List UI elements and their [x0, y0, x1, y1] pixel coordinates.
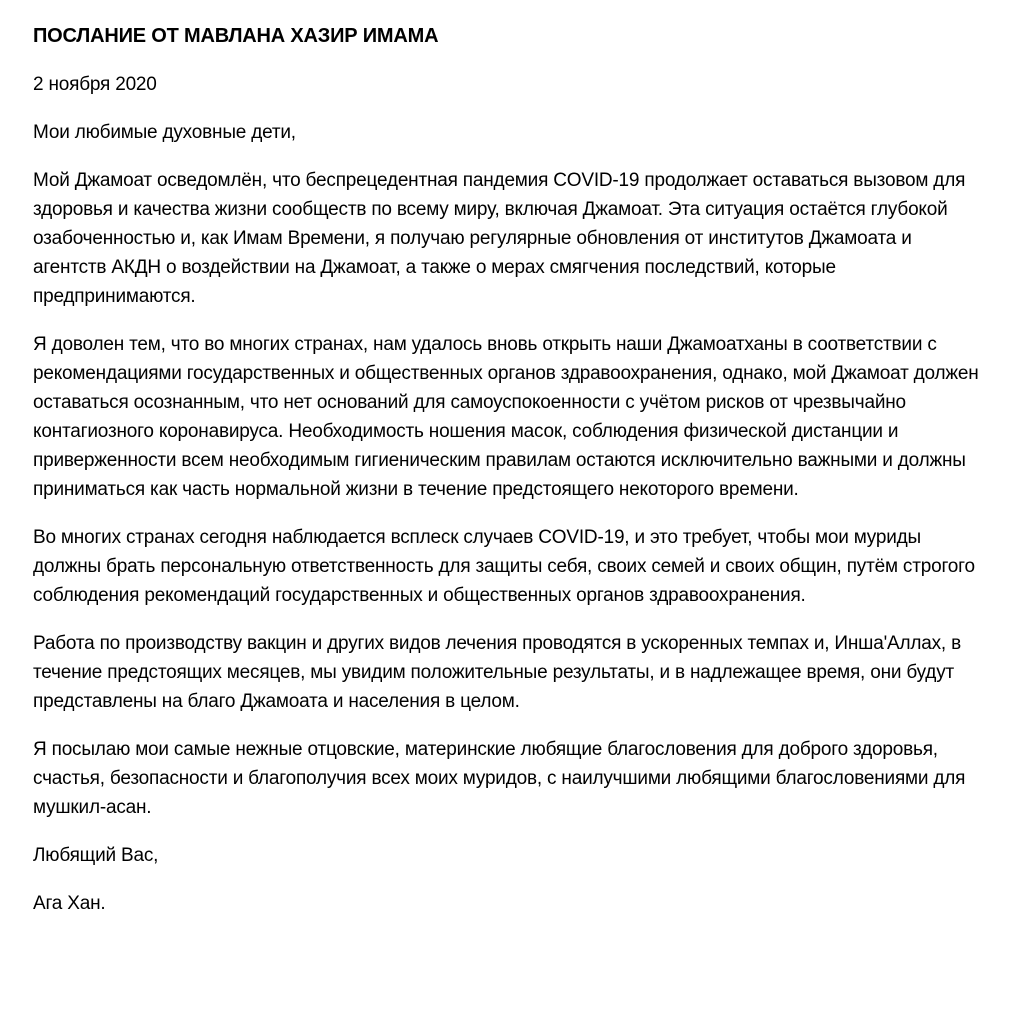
letter-title: ПОСЛАНИЕ ОТ МАВЛАНА ХАЗИР ИМАМА [33, 25, 439, 47]
letter-signature: Ага Хан. [33, 893, 106, 914]
letter-paragraph-2: Я доволен тем, что во многих странах, нам удалось вновь открыть наши Джамоатханы в соответствии с рекомендациями государственных и общественных органов здравоохранения, однако, мой Джамоат должен оставаться осознанным, что нет оснований для самоуспокоенности с учётом рисков от чрезвычайно контагиозного коронавируса. Необходимость ношения масок, соблюдения физической дистанции и приверженности всем необходимым гигиеническим правилам остаются исключительно важными и должны приниматься как часть нормальной жизни в течение предстоящего некоторого времени. [33, 334, 979, 500]
letter-paragraph-1: Мой Джамоат осведомлён, что беспрецедентная пандемия COVID-19 продолжает оставаться вызовом для здоровья и качества жизни сообществ по всему миру, включая Джамоат. Эта ситуация остаётся глубокой озабоченностью и, как Имам Времени, я получаю регулярные обновления от институтов Джамоата и агентств АКДН о воздействии на Джамоат, а также о мерах смягчения последствий, которые предпринимаются. [33, 170, 966, 307]
letter-paragraph-4: Работа по производству вакцин и других видов лечения проводятся в ускоренных темпах и, Инша'Аллах, в течение предстоящих месяцев, мы увидим положительные результаты, и в надлежащее время, они будут представлены на благо Джамоата и населения в целом. [33, 633, 961, 712]
letter-salutation: Мои любимые духовные дети, [33, 122, 296, 143]
letter-body [33, 166, 990, 822]
letter-date: 2 ноября 2020 [33, 74, 157, 95]
letter-closing: Любящий Вас, [33, 845, 159, 866]
letter-paragraph-5: Я посылаю мои самые нежные отцовские, материнские любящие благословения для доброго здоровья, счастья, безопасности и благополучия всех моих муридов, с наилучшими любящими благословениями для мушкил-асан. [33, 739, 966, 818]
letter-paragraph-3: Во многих странах сегодня наблюдается всплеск случаев COVID-19, и это требует, чтобы мои муриды должны брать персональную ответственность для защиты себя, своих семей и своих общин, путём строгого соблюдения рекомендаций государственных и общественных органов здравоохранения. [33, 527, 975, 606]
